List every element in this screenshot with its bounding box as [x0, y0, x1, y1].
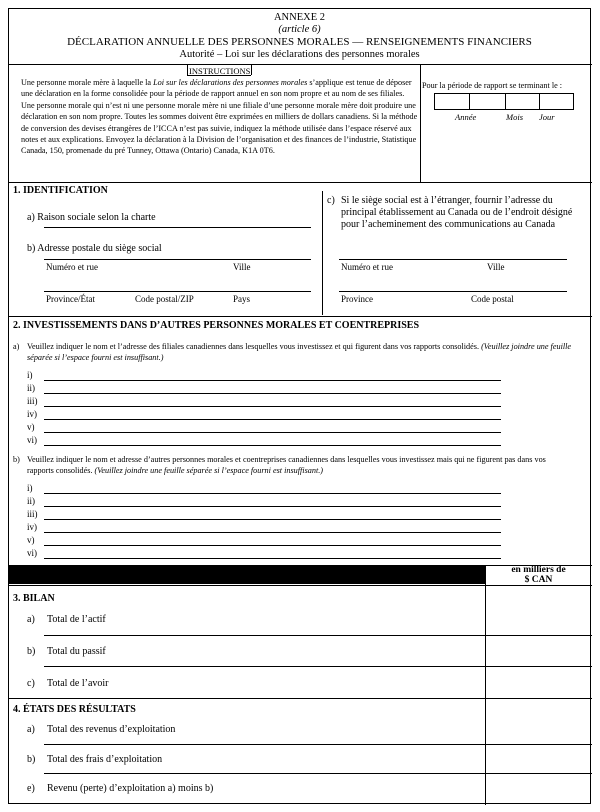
subsidiary-numeral: iii) — [27, 396, 38, 406]
investments-title: 2. INVESTISSEMENTS DANS D’AUTRES PERSONNES MORALES ET COENTREPRISES — [13, 320, 420, 331]
balance-sheet-title: 3. BILAN — [13, 593, 55, 604]
income-statement-title: 4. ÉTATS DES RÉSULTATS — [13, 704, 136, 715]
legal-name-field[interactable] — [44, 227, 311, 228]
operating-income-prefix: e) — [27, 783, 35, 794]
total-assets-label: Total de l’actif — [47, 614, 106, 625]
street-label: Numéro et rue — [46, 262, 98, 272]
subsidiary-numeral: vi) — [27, 435, 37, 445]
postal-address-label: b) Adresse postale du siège social — [27, 243, 162, 254]
other-investment-entry-line[interactable] — [44, 519, 501, 520]
subsidiary-entry-line[interactable] — [44, 393, 501, 394]
operating-expenses-label: Total des frais d’exploitation — [47, 754, 163, 765]
operating-expenses-field[interactable] — [44, 773, 592, 774]
province-label: Province/État — [46, 294, 95, 304]
subsidiary-numeral: i) — [27, 370, 33, 380]
total-assets-prefix: a) — [27, 614, 35, 625]
total-equity-prefix: c) — [27, 678, 35, 689]
foreign-office-prefix: c) — [327, 195, 335, 206]
subsidiary-entry-line[interactable] — [44, 432, 501, 433]
operating-expenses-prefix: b) — [27, 754, 36, 765]
divider — [9, 698, 592, 699]
operating-revenue-prefix: a) — [27, 724, 35, 735]
other-investment-numeral: iii) — [27, 509, 38, 519]
period-date-field[interactable] — [434, 93, 574, 110]
subsidiaries-prefix: a) — [13, 342, 20, 351]
period-title: Pour la période de rapport se terminant le : — [422, 81, 563, 90]
foreign-postal-label: Code postal — [471, 294, 514, 304]
divider — [9, 316, 592, 317]
city-label: Ville — [233, 262, 251, 272]
subsidiary-numeral: ii) — [27, 383, 35, 393]
street-field[interactable] — [44, 259, 311, 260]
form-title: DÉCLARATION ANNUELLE DES PERSONNES MORALES — RENSEIGNEMENTS FINANCIERS — [67, 36, 532, 48]
divider — [187, 64, 188, 75]
other-investment-entry-line[interactable] — [44, 532, 501, 533]
divider — [9, 64, 592, 65]
divider — [251, 64, 252, 75]
other-investment-numeral: i) — [27, 483, 33, 493]
foreign-province-label: Province — [341, 294, 373, 304]
subsidiary-entry-line[interactable] — [44, 380, 501, 381]
instructions-title: INSTRUCTIONS — [189, 66, 251, 76]
other-investment-entry-line[interactable] — [44, 493, 501, 494]
subsidiaries-instructions: Veuillez indiquer le nom et l’adresse des filiales canadiennes dans lesquelles vous investissez et qui figurent dans vos rapports consolidés. (Veuillez joindre une feuille séparée si l’espace fourni est insuffisant.) — [27, 342, 572, 362]
authority-line: Autorité – Loi sur les déclarations des personnes morales — [179, 49, 420, 60]
other-investment-entry-line[interactable] — [44, 545, 501, 546]
total-liabilities-prefix: b) — [27, 646, 36, 657]
subsidiary-entry-line[interactable] — [44, 406, 501, 407]
operating-revenue-field[interactable] — [44, 744, 592, 745]
amount-column-divider — [485, 565, 486, 805]
annexe-heading: ANNEXE 2 — [273, 12, 326, 23]
foreign-street-label: Numéro et rue — [341, 262, 393, 272]
other-investment-entry-line[interactable] — [44, 506, 501, 507]
financial-declaration-form — [8, 8, 591, 804]
instructions-text: Une personne morale mère à laquelle la Loi sur les déclarations des personnes morales s’applique est tenue de déposer une déclaration en la forme consolidée pour la période de rapport annuel en son nom propre et au nom de ses filiales. Une personne morale qui n’est ni une personne morale mère ni une filiale d’une personne morale mère doit produire une déclaration en son nom propre. Toutes les sommes doivent être exprimées en milliers de dollars canadiens. Si la méthode de conversion des devises étrangères de l’ICCA n’est pas suivie, indiquez la méthode utilisée dans l’espace réservé aux notes et aux explications. Envoyez la déclaration à la Division de l’organisation et des finances de l’industrie, Statistique Canada, 150, promenade du pré Tunney, Ottawa (Ontario) Canada, K1A 0T6. — [21, 78, 418, 156]
units-header — [485, 565, 592, 585]
operating-income-label: Revenu (perte) d’exploitation a) moins b) — [47, 783, 214, 794]
country-label: Pays — [233, 294, 251, 304]
subsidiary-entry-line[interactable] — [44, 445, 501, 446]
identification-title: 1. IDENTIFICATION — [13, 185, 108, 196]
total-equity-label: Total de l’avoir — [47, 678, 109, 689]
subsidiary-entry-line[interactable] — [44, 419, 501, 420]
foreign-street-field[interactable] — [339, 259, 567, 260]
total-assets-field[interactable] — [44, 635, 592, 636]
divider — [187, 75, 251, 76]
subsidiary-numeral: v) — [27, 422, 35, 432]
other-investments-instructions: Veuillez indiquer le nom et adresse d’autres personnes morales et coentreprises canadiennes dans lesquelles vous investissez mais qui ne figurent pas dans vos rapports consolidés. (Veuillez joindre une feuille séparée si l’espace fourni est insuffisant.) — [27, 455, 546, 475]
total-liabilities-label: Total du passif — [47, 646, 106, 657]
other-investment-numeral: v) — [27, 535, 35, 545]
units-line-1: en milliers de — [511, 565, 566, 575]
article-reference: (article 6) — [278, 24, 321, 35]
total-liabilities-field[interactable] — [44, 666, 592, 667]
other-investment-numeral: iv) — [27, 522, 37, 532]
divider — [420, 64, 421, 182]
other-investment-numeral: ii) — [27, 496, 35, 506]
province-postal-country-field[interactable] — [44, 291, 311, 292]
foreign-city-label: Ville — [487, 262, 505, 272]
divider — [9, 585, 592, 586]
divider — [9, 182, 592, 183]
foreign-province-postal-field[interactable] — [339, 291, 567, 292]
foreign-office-text: Si le siège social est à l’étranger, fournir l’adresse du principal établissement au Canada ou de l’endroit désigné pour l’acheminement des communications au Canada — [341, 195, 573, 230]
other-investments-prefix: b) — [13, 455, 20, 464]
other-investment-entry-line[interactable] — [44, 558, 501, 559]
operating-revenue-label: Total des revenus d’exploitation — [47, 724, 176, 735]
section-separator-bar — [9, 565, 485, 584]
other-investment-numeral: vi) — [27, 548, 37, 558]
period-day-label: Jour — [539, 112, 555, 122]
period-month-label: Mois — [506, 112, 523, 122]
divider — [322, 191, 323, 315]
legal-name-label: a) Raison sociale selon la charte — [27, 212, 156, 223]
units-line-2: $ CAN — [524, 575, 553, 585]
period-year-label: Année — [455, 112, 477, 122]
subsidiary-numeral: iv) — [27, 409, 37, 419]
postal-code-label: Code postal/ZIP — [135, 294, 194, 304]
